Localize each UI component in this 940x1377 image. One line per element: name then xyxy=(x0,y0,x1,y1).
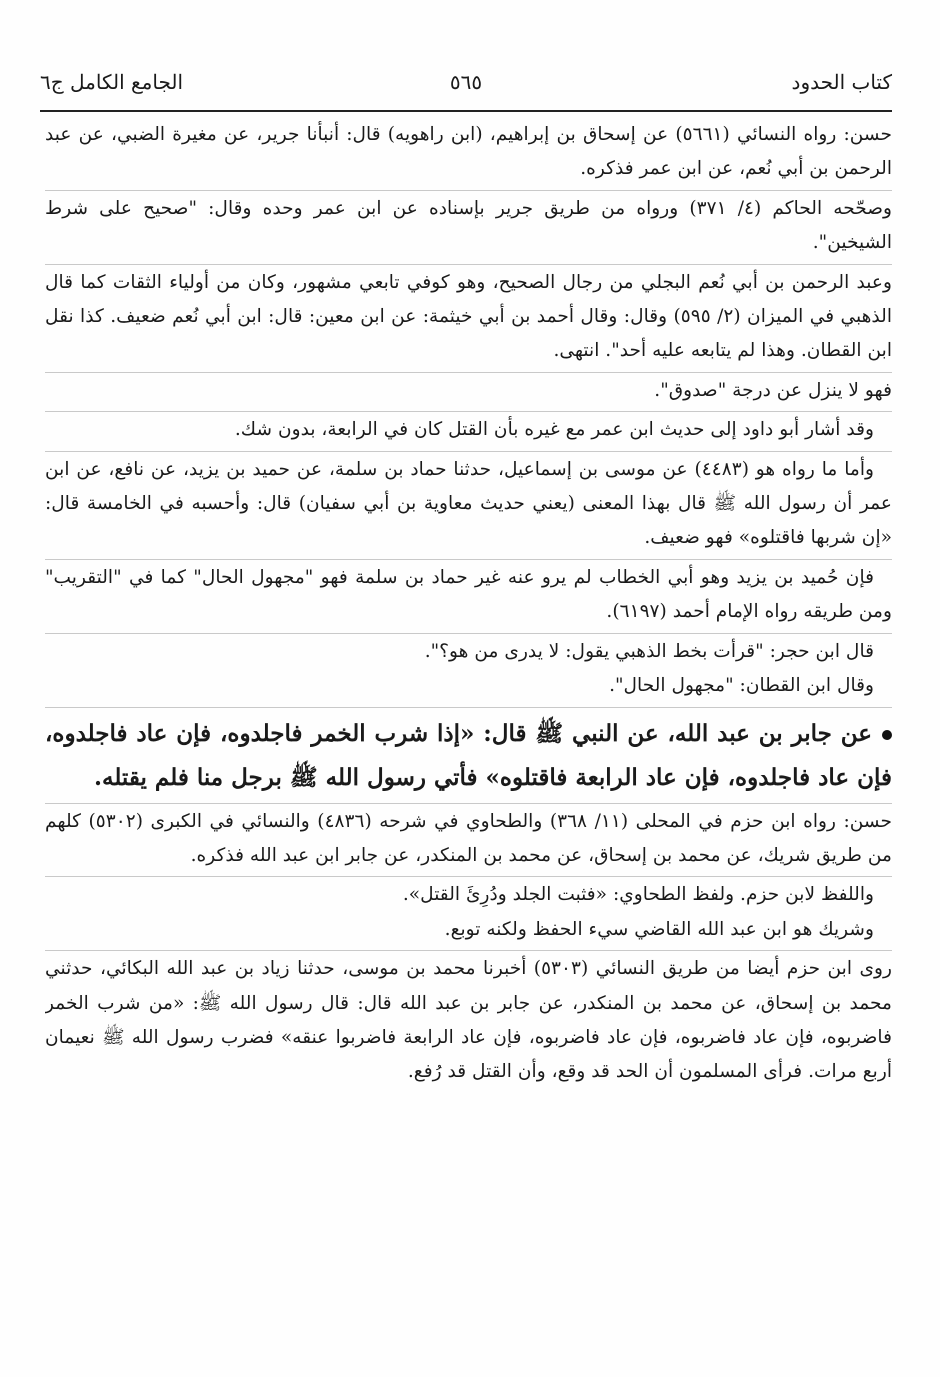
bullet-icon xyxy=(882,730,892,740)
hadith-body: عن جابر بن عبد الله، عن النبي ﷺ قال: «إذا شرب الخمر فاجلدوه، فإن عاد فاجلدوه، فإن عاد فاجلدوه، فإن عاد الرابعة فاقتلوه» فأتي رسول الله ﷺ برجل منا فلم يقتله. xyxy=(45,719,892,791)
paragraph-hakim: وصحّحه الحاكم (٤/ ٣٧١) ورواه من طريق جرير بإسناده عن ابن عمر وحده وقال: "صحيح على شرط الشيخين". xyxy=(45,197,892,254)
paragraph-divider xyxy=(45,372,892,373)
page-body xyxy=(45,118,892,1337)
paragraph-humaid: فإن حُميد بن يزيد وهو أبي الخطاب لم يرو عنه غير حماد بن سلمة فهو "مجهول الحال" كما في "التقريب" ومن طريقه رواه الإمام أحمد (٦١٩٧). xyxy=(45,566,892,623)
paragraph-lafz: واللفظ لابن حزم. ولفظ الطحاوي: «فثبت الجلد ودُرِئَ القتل». xyxy=(402,884,874,906)
paragraph-hasan-ibn-hazm: حسن: رواه ابن حزم في المحلى (١١/ ٣٦٨) والطحاوي في شرحه (٤٨٣٦) والنسائي في الكبرى (٥٣٠٢) كلهم من طريق شريك، عن محمد بن إسحاق، عن محمد بن المنكدر، عن جابر ابن عبد الله فذكره. xyxy=(45,810,892,866)
paragraph-divider xyxy=(45,411,892,412)
paragraph-hasan-nasai: حسن: رواه النسائي (٥٦٦١) عن إسحاق بن إبراهيم، (ابن راهويه) قال: أنبأنا جرير، عن مغيرة الضبي، عن عبد الرحمن بن أبي نُعم، عن ابن عمر فذكره. xyxy=(45,124,892,180)
paragraph-divider xyxy=(45,559,892,560)
paragraph-divider xyxy=(45,190,892,191)
paragraph-narrator: وعبد الرحمن بن أبي نُعم البجلي من رجال الصحيح، وهو كوفي تابعي مشهور، وكان من أولياء الثقات كما قال الذهبي في الميزان (٢/ ٥٩٥) وقال: وقال أحمد بن أبي خيثمة: عن ابن معين: قال: ابن أبي نُعم ضعيف. كذا نقل ابن القطان. وهذا لم يتابعه عليه أحد". انتهى. xyxy=(45,271,892,362)
paragraph-divider xyxy=(45,264,892,265)
page-number: ٥٦٥ xyxy=(449,70,483,94)
hadith-text xyxy=(45,712,892,800)
paragraph-musa-ismail: وأما ما رواه هو (٤٤٨٣) عن موسى بن إسماعيل، حدثنا حماد بن سلمة، عن حميد بن يزيد، عن نافع، عن ابن عمر أن رسول الله ﷺ قال بهذا المعنى (يعني حديث معاوية بن أبي سفيان) قال: وأحسبه في الخامسة قال: «إن شربها فاقتلوه» فهو ضعيف. xyxy=(45,458,892,549)
paragraph-divider xyxy=(45,803,892,804)
volume-title: الجامع الكامل ج٦ xyxy=(40,70,184,94)
paragraph-divider xyxy=(45,876,892,877)
book-title: كتاب الحدود xyxy=(791,70,892,94)
paragraph-divider xyxy=(45,451,892,452)
paragraph-divider xyxy=(45,707,892,708)
page-header xyxy=(40,60,892,112)
paragraph-nuayman: روى ابن حزم أيضا من طريق النسائي (٥٣٠٣) أخبرنا محمد بن موسى، حدثنا زياد بن عبد الله البكائي، حدثني محمد بن إسحاق، عن محمد بن المنكدر، عن جابر بن عبد الله قال: قال رسول الله ﷺ: «من شرب الخمر فاضربوه، فإن عاد فاضربوه، فإن عاد فاضربوه، فإن عاد الرابعة فاضربوا عنقه» فضرب رسول الله ﷺ نعيمان أربع مرات. فرأى المسلمون أن الحد قد وقع، وأن القتل قد رُفع. xyxy=(45,958,892,1083)
paragraph-divider xyxy=(45,950,892,951)
paragraph-sharik: وشريك هو ابن عبد الله القاضي سيء الحفظ ولكنه توبع. xyxy=(444,918,874,940)
paragraph-ibn-hajar: قال ابن حجر: "قرأت بخط الذهبي يقول: لا يدرى من هو؟". xyxy=(424,640,874,662)
paragraph-divider xyxy=(45,633,892,634)
paragraph-saduq: فهو لا ينزل عن درجة "صدوق". xyxy=(654,379,892,401)
paragraph-ibn-qattan: وقال ابن القطان: "مجهول الحال". xyxy=(609,675,874,697)
paragraph-abu-dawud: وقد أشار أبو داود إلى حديث ابن عمر مع غيره بأن القتل كان في الرابعة، بدون شك. xyxy=(234,419,874,441)
header-rule xyxy=(40,110,892,112)
